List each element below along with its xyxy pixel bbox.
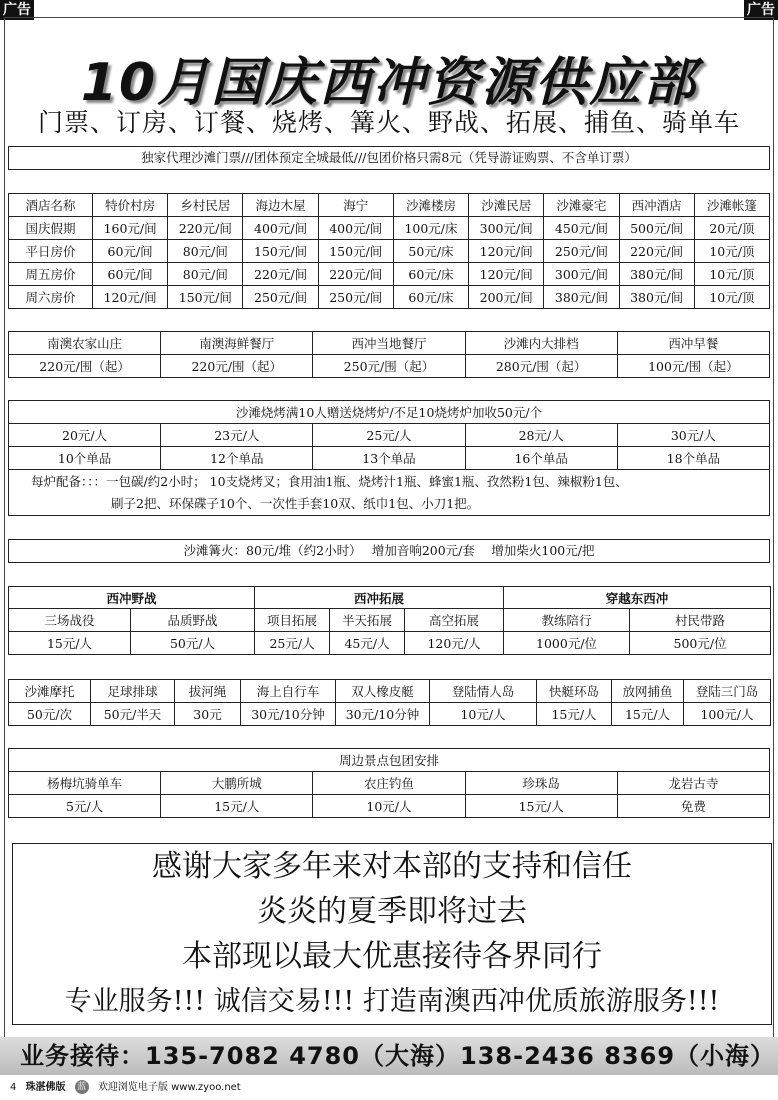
- hotel-header: 特价村房: [93, 194, 168, 217]
- footer: [10, 1080, 247, 1095]
- table-cell: 380元/间: [619, 286, 694, 309]
- table-row: [9, 632, 771, 655]
- thanks-box: [12, 843, 772, 1025]
- table-cell: 60元/床: [393, 263, 468, 286]
- table-row: [9, 355, 770, 378]
- bonfire-bar: 沙滩篝火：80元/堆（约2小时） 增加音响200元/套 增加柴火100元/把: [8, 539, 770, 563]
- sport-price: 10元/人: [430, 703, 537, 726]
- sport-name: 沙滩摩托: [9, 680, 91, 703]
- table-row: [9, 424, 770, 447]
- activities-table: [8, 586, 771, 655]
- table-cell: 450元/间: [544, 217, 619, 240]
- table-cell: 220元/间: [168, 217, 243, 240]
- nearby-price: 5元/人: [9, 795, 161, 818]
- nearby-price: 免费: [617, 795, 769, 818]
- table-row: [9, 795, 770, 818]
- sport-price: 30元: [175, 703, 241, 726]
- table-cell: 500元/间: [619, 217, 694, 240]
- bbq-table: [8, 400, 770, 516]
- bbq-config-line1: 每炉配备：：：一包碳/约2小时； 10支烧烤叉；食用油1瓶、烧烤汁1瓶、蜂蜜1瓶、孜然粉1包、辣椒粉1包、: [31, 473, 628, 489]
- bbq-items: 18个单品: [617, 447, 769, 470]
- hotel-header: 酒店名称: [9, 194, 93, 217]
- restaurant-price: 220元/围（起）: [161, 355, 313, 378]
- activity-name: 教练陪行: [504, 609, 630, 632]
- bbq-config-line2: 刷子2把、环保碟子10个、一次性手套10双、纸巾1包、小刀1把。: [111, 495, 480, 511]
- restaurant-price: 250元/围（起）: [313, 355, 465, 378]
- restaurant-name: 西冲当地餐厅: [313, 332, 465, 355]
- table-cell: 250元/间: [544, 240, 619, 263]
- hotel-header: 海边木屋: [243, 194, 318, 217]
- sport-name: 海上自行车: [241, 680, 336, 703]
- nearby-name: 大鹏所城: [161, 772, 313, 795]
- table-cell: 平日房价: [9, 240, 93, 263]
- contact-bar: 业务接待：135-7082 4780（大海）138-2436 8369（小海）: [0, 1037, 778, 1075]
- nearby-name: 龙岩古寺: [617, 772, 769, 795]
- table-cell: 400元/间: [243, 217, 318, 240]
- hotel-header: 乡村民居: [168, 194, 243, 217]
- activity-name: 项目拓展: [255, 609, 330, 632]
- table-cell: 120元/间: [93, 286, 168, 309]
- table-cell: 300元/间: [544, 263, 619, 286]
- activity-name: 三场战役: [9, 609, 131, 632]
- bbq-items: 16个单品: [465, 447, 617, 470]
- thanks-line1: 感谢大家多年来对本部的支持和信任: [152, 849, 632, 884]
- table-cell: 150元/间: [318, 240, 393, 263]
- hotel-table: [8, 193, 770, 309]
- restaurant-name: 西冲早餐: [617, 332, 769, 355]
- nearby-name: 杨梅坑骑单车: [9, 772, 161, 795]
- table-cell: 300元/间: [469, 217, 544, 240]
- table-cell: 60元/间: [93, 240, 168, 263]
- bbq-header: 沙滩烧烤满10人赠送烧烤炉/不足10烧烤炉加收50元/个: [9, 401, 770, 424]
- table-row: [9, 609, 771, 632]
- sport-price: 100元/人: [684, 703, 771, 726]
- activity-price: 50元/人: [131, 632, 255, 655]
- notice-bar: 独家代理沙滩门票///团体预定全城最低///包团价格只需8元（凭导游证购票、不含单订票）: [8, 146, 770, 170]
- sport-price: 50元/次: [9, 703, 91, 726]
- sport-name: 快艇环岛: [537, 680, 612, 703]
- restaurant-price: 100元/围（起）: [617, 355, 769, 378]
- table-cell: 10元/顶: [694, 286, 769, 309]
- table-cell: 10元/顶: [694, 263, 769, 286]
- hotel-header: 沙滩豪宅: [544, 194, 619, 217]
- activity-price: 25元/人: [255, 632, 330, 655]
- bbq-price: 20元/人: [9, 424, 161, 447]
- nearby-price: 10元/人: [313, 795, 465, 818]
- table-cell: 120元/间: [469, 263, 544, 286]
- sport-name: 登陆三门岛: [684, 680, 771, 703]
- sport-name: 双人橡皮艇: [336, 680, 430, 703]
- sport-price: 30元/10分钟: [336, 703, 430, 726]
- table-cell: 国庆假期: [9, 217, 93, 240]
- ad-label-left: 广告: [0, 0, 34, 20]
- restaurant-price: 220元/围（起）: [9, 355, 161, 378]
- table-row: [9, 286, 770, 309]
- restaurant-name: 南澳农家山庄: [9, 332, 161, 355]
- table-cell: 150元/间: [243, 240, 318, 263]
- table-cell: 周五房价: [9, 263, 93, 286]
- table-row: [9, 772, 770, 795]
- table-row: [9, 217, 770, 240]
- table-cell: 10元/顶: [694, 240, 769, 263]
- table-cell: 50元/床: [393, 240, 468, 263]
- table-cell: 120元/间: [469, 240, 544, 263]
- table-cell: 60元/间: [93, 263, 168, 286]
- sport-name: 足球排球: [91, 680, 175, 703]
- activity-name: 半天拓展: [330, 609, 405, 632]
- activity-price: 15元/人: [9, 632, 131, 655]
- sport-name: 登陆情人岛: [430, 680, 537, 703]
- ad-label-right: 广告: [744, 0, 778, 20]
- table-cell: 20元/顶: [694, 217, 769, 240]
- nearby-table: [8, 748, 770, 818]
- thanks-line2: 炎炎的夏季即将过去: [257, 894, 527, 929]
- nearby-name: 农庄钓鱼: [313, 772, 465, 795]
- footer-logo-icon: 蓝: [75, 1080, 89, 1094]
- table-cell: 380元/间: [619, 263, 694, 286]
- bbq-price: 30元/人: [617, 424, 769, 447]
- nearby-name: 珍珠岛: [465, 772, 617, 795]
- bbq-price: 28元/人: [465, 424, 617, 447]
- bbq-price: 23元/人: [161, 424, 313, 447]
- table-cell: 周六房价: [9, 286, 93, 309]
- table-cell: 80元/间: [168, 240, 243, 263]
- activity-price: 500元/位: [630, 632, 771, 655]
- activity-group-hike: 穿越东西冲: [504, 587, 771, 609]
- page-title: 10月国庆西冲资源供应部: [80, 53, 698, 113]
- nearby-price: 15元/人: [465, 795, 617, 818]
- activity-group-outward: 西冲拓展: [255, 587, 504, 609]
- activity-name: 村民带路: [630, 609, 771, 632]
- bbq-items: 12个单品: [161, 447, 313, 470]
- hotel-header: 沙滩楼房: [393, 194, 468, 217]
- sport-name: 拔河绳: [175, 680, 241, 703]
- table-cell: 380元/间: [544, 286, 619, 309]
- nearby-header: 周边景点包团安排: [9, 749, 770, 772]
- table-cell: 150元/间: [168, 286, 243, 309]
- activity-group-wargame: 西冲野战: [9, 587, 255, 609]
- activity-name: 高空拓展: [405, 609, 504, 632]
- nearby-price: 15元/人: [161, 795, 313, 818]
- activity-name: 品质野战: [131, 609, 255, 632]
- table-cell: 220元/间: [243, 263, 318, 286]
- sport-price: 15元/人: [537, 703, 612, 726]
- footer-link[interactable]: 欢迎浏览电子版 www.zyoo.net: [97, 1082, 241, 1093]
- bbq-items: 13个单品: [313, 447, 465, 470]
- activity-price: 120元/人: [405, 632, 504, 655]
- hotel-header-row: [9, 194, 770, 217]
- hotel-header: 沙滩民居: [469, 194, 544, 217]
- table-cell: 400元/间: [318, 217, 393, 240]
- page-subtitle: 门票、订房、订餐、烧烤、篝火、野战、拓展、捕鱼、骑单车: [37, 108, 740, 137]
- hotel-header: 海宁: [318, 194, 393, 217]
- table-cell: 80元/间: [168, 263, 243, 286]
- table-cell: 250元/间: [243, 286, 318, 309]
- sport-price: 50元/半天: [91, 703, 175, 726]
- table-cell: 220元/间: [318, 263, 393, 286]
- sports-table: [8, 679, 771, 726]
- restaurant-price: 280元/围（起）: [465, 355, 617, 378]
- restaurant-header-row: [9, 332, 770, 355]
- table-cell: 250元/间: [318, 286, 393, 309]
- table-row: [9, 240, 770, 263]
- sport-price: 30元/10分钟: [241, 703, 336, 726]
- thanks-line4: 专业服务!!! 诚信交易!!! 打造南澳西冲优质旅游服务!!!: [64, 986, 720, 1017]
- bbq-items: 10个单品: [9, 447, 161, 470]
- activity-price: 1000元/位: [504, 632, 630, 655]
- hotel-header: 沙滩帐篷: [694, 194, 769, 217]
- table-row: [9, 447, 770, 470]
- table-row: [9, 703, 771, 726]
- table-cell: 220元/间: [619, 240, 694, 263]
- hotel-header: 西冲酒店: [619, 194, 694, 217]
- restaurant-name: 沙滩内大排档: [465, 332, 617, 355]
- sport-price: 15元/人: [612, 703, 684, 726]
- table-row: [9, 263, 770, 286]
- sport-name: 放网捕鱼: [612, 680, 684, 703]
- footer-brand: 珠湛佛版: [25, 1082, 66, 1093]
- bbq-config: [9, 470, 770, 516]
- restaurant-table: [8, 331, 770, 378]
- restaurant-name: 南澳海鲜餐厅: [161, 332, 313, 355]
- table-cell: 100元/床: [393, 217, 468, 240]
- table-cell: 200元/间: [469, 286, 544, 309]
- thanks-line3: 本部现以最大优惠接待各界同行: [182, 939, 602, 974]
- activity-price: 45元/人: [330, 632, 405, 655]
- page-number: 4: [10, 1082, 17, 1093]
- table-cell: 160元/间: [93, 217, 168, 240]
- bbq-price: 25元/人: [313, 424, 465, 447]
- table-row: [9, 680, 771, 703]
- table-cell: 60元/床: [393, 286, 468, 309]
